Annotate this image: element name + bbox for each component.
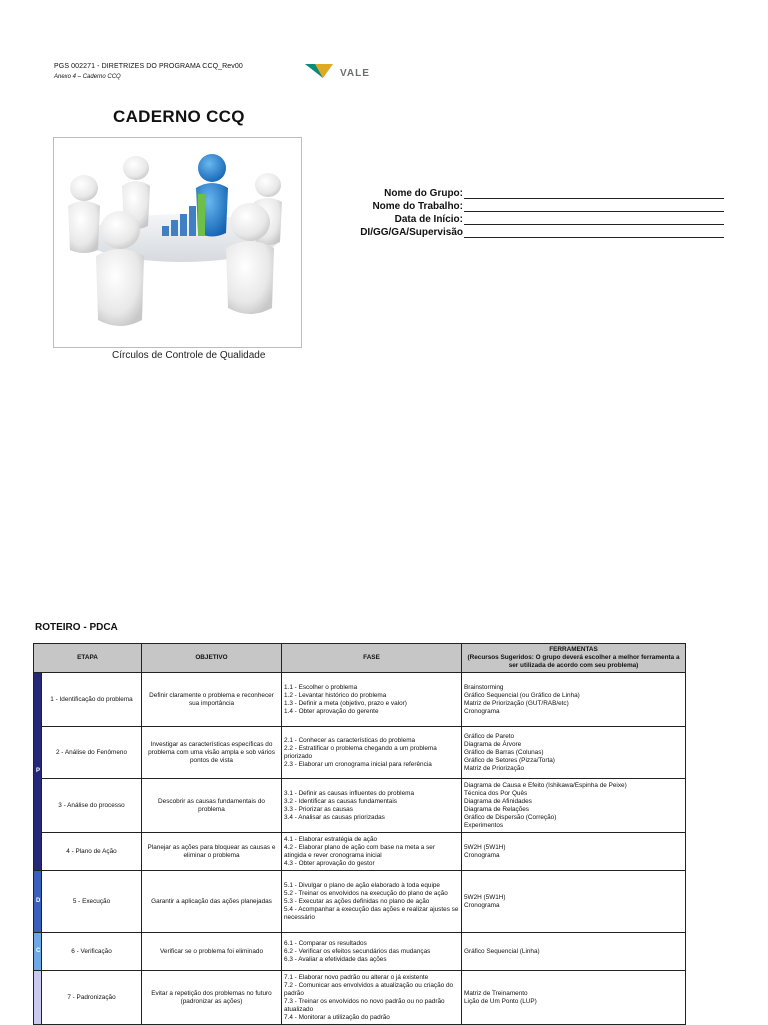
field-label: Nome do Grupo:	[384, 188, 463, 199]
field-label: Nome do Trabalho:	[372, 201, 463, 212]
vale-logo-text: VALE	[340, 68, 370, 79]
fase-cell	[282, 833, 462, 871]
etapa-cell: 1 - Identificação do problema	[42, 673, 142, 727]
table-row	[34, 779, 686, 833]
fase-item: 6.3 - Avaliar a efetividade das ações	[284, 955, 387, 963]
fase-item: 3.4 - Analisar as causas priorizadas	[284, 813, 385, 821]
ferramenta-item: Matriz de Priorização (GUT/RAB/etc)	[464, 699, 569, 707]
fase-item: 1.4 - Obter aprovação do gerente	[284, 707, 379, 715]
objetivo-cell: Planejar as ações para bloquear as causas e eliminar o problema	[142, 833, 282, 871]
objetivo-cell: Evitar a repetição dos problemas no futuro (padronizar as ações)	[142, 971, 282, 1025]
field-label: Data de Início:	[394, 214, 463, 225]
fase-item: 3.2 - Identificar as causas fundamentais	[284, 797, 397, 805]
fase-item: 3.1 - Definir as causas influentes do problema	[284, 789, 415, 797]
roteiro-title: ROTEIRO - PDCA	[35, 622, 118, 633]
table-row	[34, 871, 686, 933]
ferramenta-item: Gráfico de Pareto	[464, 732, 515, 740]
fill-line[interactable]	[464, 214, 724, 225]
ferramenta-item: Diagrama de Causa e Efeito (Ishikawa/Espinha de Peixe)	[464, 781, 627, 789]
fase-item: 7.4 - Monitorar a utilização do padrão	[284, 1013, 390, 1021]
ferramenta-item: Matriz de Treinamento	[464, 989, 528, 997]
table-row	[34, 727, 686, 779]
phase-band-p	[34, 673, 42, 871]
fase-item: 7.3 - Treinar os envolvidos no novo padrão ou no padrão atualizado	[284, 997, 445, 1013]
etapa-cell: 6 - Verificação	[42, 933, 142, 971]
fase-item: 7.1 - Elaborar novo padrão ou alterar o já existente	[284, 973, 429, 981]
ferramenta-item: Cronograma	[464, 851, 500, 859]
image-caption: Círculos de Controle de Qualidade	[112, 350, 266, 361]
ferramenta-item: Gráfico Sequencial (ou Gráfico de Linha)	[464, 691, 580, 699]
ferramenta-item: Diagrama de Afinidades	[464, 797, 532, 805]
ferramentas-cell	[462, 933, 686, 971]
header-etapa: ETAPA	[34, 644, 142, 673]
objetivo-cell: Verificar se o problema foi eliminado	[142, 933, 282, 971]
header-ferramentas	[462, 644, 686, 673]
etapa-cell: 4 - Plano de Ação	[42, 833, 142, 871]
fase-item: 6.1 - Comparar os resultados	[284, 939, 367, 947]
ferramenta-item: Diagrama de Relações	[464, 805, 530, 813]
fase-cell	[282, 673, 462, 727]
etapa-cell: 3 - Análise do processo	[42, 779, 142, 833]
field-work-name[interactable]	[330, 199, 724, 212]
fase-cell	[282, 779, 462, 833]
fill-line[interactable]	[464, 227, 724, 238]
page-title: CADERNO CCQ	[113, 107, 245, 126]
ccq-figures-illustration	[54, 138, 301, 347]
group-info-form	[330, 186, 724, 238]
ferramenta-item: Gráfico de Dispersão (Correção)	[464, 813, 557, 821]
fase-item: 1.3 - Definir a meta (objetivo, prazo e valor)	[284, 699, 407, 707]
table-row	[34, 971, 686, 1025]
document-reference: PGS 002271 - DIRETRIZES DO PROGRAMA CCQ_Rev00	[54, 63, 243, 70]
header-ferramentas-title: FERRAMENTAS	[549, 646, 598, 653]
ferramentas-cell	[462, 871, 686, 933]
ferramenta-item: Cronograma	[464, 707, 500, 715]
fase-cell	[282, 727, 462, 779]
field-label: DI/GG/GA/Supervisão	[360, 227, 463, 238]
ferramenta-item: Lição de Um Ponto (LUP)	[464, 997, 537, 1005]
ferramentas-cell	[462, 971, 686, 1025]
ferramenta-item: 5W2H (5W1H)	[464, 843, 506, 851]
fill-line[interactable]	[464, 188, 724, 199]
fase-item: 3.3 - Priorizar as causas	[284, 805, 353, 813]
objetivo-cell: Investigar as características específicas do problema com uma visão ampla e sob vários pontos de vista	[142, 727, 282, 779]
fase-cell	[282, 933, 462, 971]
ferramentas-cell	[462, 833, 686, 871]
fase-item: 5.2 - Treinar os envolvidos na execução do plano de ação	[284, 889, 448, 897]
table-row	[34, 933, 686, 971]
phase-letter-d: D	[36, 897, 41, 904]
ferramenta-item: Matriz de Priorização	[464, 764, 525, 772]
objetivo-cell: Garantir a aplicação das ações planejadas	[142, 871, 282, 933]
header-objetivo: OBJETIVO	[142, 644, 282, 673]
fase-item: 1.1 - Escolher o problema	[284, 683, 358, 691]
phase-letter-p: P	[36, 767, 41, 774]
fase-item: 5.4 - Acompanhar a execução das ações e realizar ajustes se necessário	[284, 905, 459, 921]
etapa-cell: 7 - Padronização	[42, 971, 142, 1025]
phase-band-d	[34, 871, 42, 933]
ferramenta-item: Cronograma	[464, 901, 500, 909]
annex-label: Anexo 4 – Caderno CCQ	[54, 74, 121, 80]
fase-item: 2.2 - Estratificar o problema chegando a um problema priorizado	[284, 744, 437, 760]
fase-item: 1.2 - Levantar histórico do problema	[284, 691, 387, 699]
table-header-row	[34, 644, 686, 673]
ferramenta-item: Técnica dos Por Quês	[464, 789, 528, 797]
ferramenta-item: Gráfico Sequencial (Linha)	[464, 947, 540, 955]
phase-band-a	[34, 971, 42, 1025]
fase-item: 4.1 - Elaborar estratégia de ação	[284, 835, 378, 843]
fase-item: 5.3 - Executar as ações definidas no plano de ação	[284, 897, 430, 905]
field-supervision[interactable]	[330, 225, 724, 238]
fase-item: 2.1 - Conhecer as características do problema	[284, 736, 416, 744]
etapa-cell: 5 - Execução	[42, 871, 142, 933]
phase-band-c	[34, 933, 42, 971]
pdca-table	[33, 643, 686, 1025]
table-row	[34, 833, 686, 871]
ferramentas-cell	[462, 779, 686, 833]
fase-cell	[282, 971, 462, 1025]
fase-item: 2.3 - Elaborar um cronograma inicial para referência	[284, 760, 432, 768]
fill-line[interactable]	[464, 201, 724, 212]
objetivo-cell: Descobrir as causas fundamentais do problema	[142, 779, 282, 833]
ferramenta-item: 5W2H (5W1H)	[464, 893, 506, 901]
fase-item: 7.2 - Comunicar aos envolvidos a atualização ou criação do padrão	[284, 981, 454, 997]
header-ferramentas-note: (Recursos Sugeridos: O grupo deverá escolher a melhor ferramenta a ser utilizada de acordo com seu problema)	[467, 654, 680, 669]
fase-item: 4.3 - Obter aprovação do gestor	[284, 859, 375, 867]
ferramenta-item: Experimentos	[464, 821, 504, 829]
ferramenta-item: Brainstorming	[464, 683, 504, 691]
field-start-date[interactable]	[330, 212, 724, 225]
fase-item: 5.1 - Divulgar o plano de ação elaborado à toda equipe	[284, 881, 440, 889]
objetivo-cell: Definir claramente o problema e reconhecer sua importância	[142, 673, 282, 727]
table-row	[34, 673, 686, 727]
fase-cell	[282, 871, 462, 933]
fase-item: 6.2 - Verificar os efeitos secundários das mudanças	[284, 947, 431, 955]
ferramenta-item: Diagrama de Árvore	[464, 740, 522, 748]
ferramentas-cell	[462, 673, 686, 727]
header-fase: FASE	[282, 644, 462, 673]
field-group-name[interactable]	[330, 186, 724, 199]
phase-letter-c: C	[36, 947, 41, 954]
etapa-cell: 2 - Análise do Fenômeno	[42, 727, 142, 779]
ferramentas-cell	[462, 727, 686, 779]
fase-item: 4.2 - Elaborar plano de ação com base na meta a ser atingida e rever cronograma inicial	[284, 843, 435, 859]
ferramenta-item: Gráfico de Setores (Pizza/Torta)	[464, 756, 555, 764]
ferramenta-item: Gráfico de Barras (Colunas)	[464, 748, 544, 756]
ccq-illustration	[53, 137, 302, 348]
